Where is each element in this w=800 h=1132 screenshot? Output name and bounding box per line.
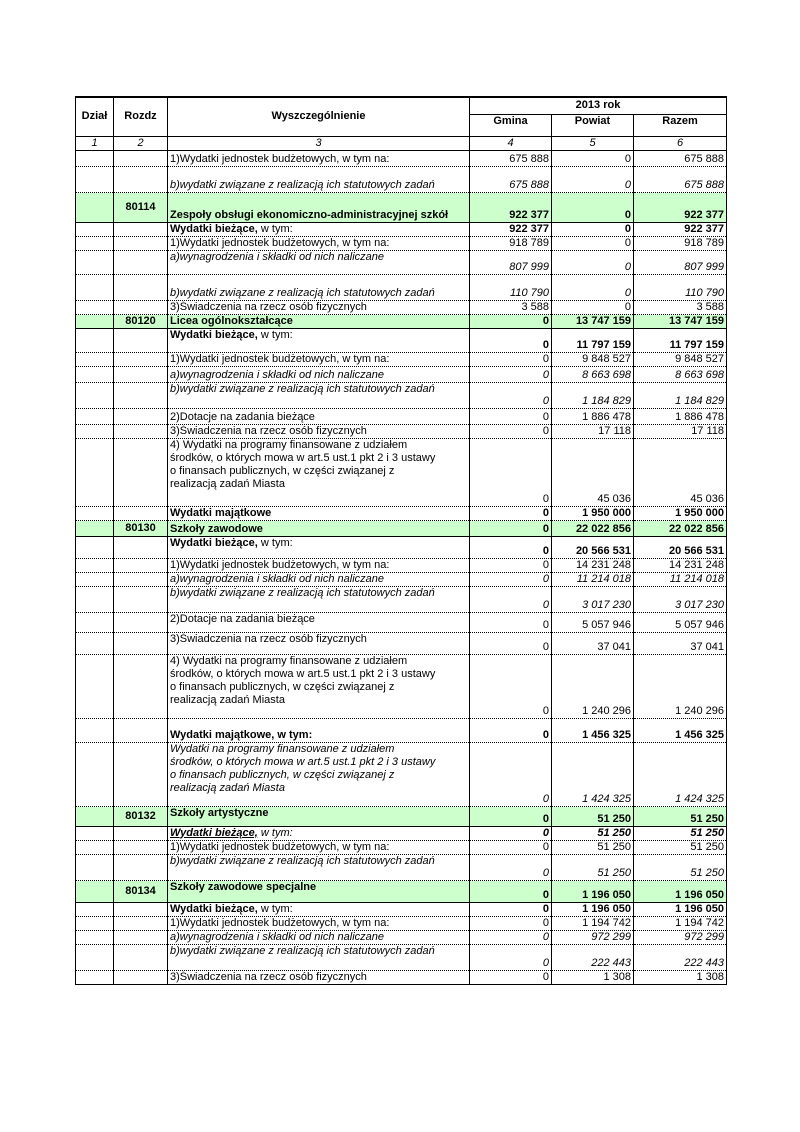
cell-dzial bbox=[76, 970, 114, 984]
table-row bbox=[76, 654, 727, 718]
cell-description: 1)Wydatki jednostek budżetowych, w tym na: bbox=[168, 558, 470, 572]
cell-gmina: 0 bbox=[470, 916, 552, 930]
cell-razem: 14 231 248 bbox=[634, 558, 727, 572]
column-number: 3 bbox=[168, 136, 470, 150]
cell-gmina: 0 bbox=[470, 654, 552, 718]
cell-razem: 1 424 325 bbox=[634, 742, 727, 806]
cell-description: Wydatki majątkowe bbox=[168, 506, 470, 520]
cell-description: Zespoły obsługi ekonomiczno-administracyjnej szkół bbox=[168, 192, 470, 222]
cell-rozdz bbox=[114, 654, 168, 718]
cell-gmina: 675 888 bbox=[470, 166, 552, 192]
cell-gmina: 0 bbox=[470, 854, 552, 880]
cell-rozdz: 80134 bbox=[114, 880, 168, 902]
cell-rozdz bbox=[114, 536, 168, 558]
cell-powiat: 0 bbox=[552, 192, 634, 222]
cell-dzial bbox=[76, 806, 114, 826]
cell-description: a)wynagrodzenia i składki od nich naliczane bbox=[168, 572, 470, 586]
cell-razem: 222 443 bbox=[634, 944, 727, 970]
table-row bbox=[76, 352, 727, 366]
cell-description: 1)Wydatki jednostek budżetowych, w tym na: bbox=[168, 236, 470, 250]
cell-razem: 51 250 bbox=[634, 826, 727, 840]
cell-powiat: 1 950 000 bbox=[552, 506, 634, 520]
description-rest-part: w tym: bbox=[257, 328, 293, 341]
cell-powiat: 8 663 698 bbox=[552, 366, 634, 382]
cell-description: 1)Wydatki jednostek budżetowych, w tym na: bbox=[168, 352, 470, 366]
cell-razem: 20 566 531 bbox=[634, 536, 727, 558]
cell-rozdz bbox=[114, 236, 168, 250]
cell-dzial bbox=[76, 916, 114, 930]
cell-dzial bbox=[76, 854, 114, 880]
cell-description: 3)Świadczenia na rzecz osób fizycznych bbox=[168, 424, 470, 438]
cell-rozdz bbox=[114, 612, 168, 632]
cell-rozdz bbox=[114, 632, 168, 654]
cell-razem: 807 999 bbox=[634, 250, 727, 274]
cell-dzial bbox=[76, 424, 114, 438]
cell-gmina: 922 377 bbox=[470, 222, 552, 236]
cell-razem: 17 118 bbox=[634, 424, 727, 438]
cell-dzial bbox=[76, 300, 114, 314]
cell-dzial bbox=[76, 150, 114, 166]
cell-gmina: 0 bbox=[470, 586, 552, 612]
cell-powiat: 9 848 527 bbox=[552, 352, 634, 366]
cell-dzial bbox=[76, 366, 114, 382]
description-rest-part: w tym: bbox=[257, 536, 293, 549]
header-powiat: Powiat bbox=[552, 114, 634, 136]
table-row bbox=[76, 314, 727, 328]
description-bold-part: Wydatki bieżące, bbox=[170, 222, 258, 235]
cell-powiat: 5 057 946 bbox=[552, 612, 634, 632]
cell-rozdz bbox=[114, 586, 168, 612]
table-row bbox=[76, 328, 727, 352]
cell-gmina: 0 bbox=[470, 718, 552, 742]
cell-rozdz bbox=[114, 222, 168, 236]
header-gmina: Gmina bbox=[470, 114, 552, 136]
cell-razem: 9 848 527 bbox=[634, 352, 727, 366]
cell-gmina: 0 bbox=[470, 328, 552, 352]
cell-powiat: 222 443 bbox=[552, 944, 634, 970]
table-row bbox=[76, 742, 727, 806]
cell-dzial bbox=[76, 328, 114, 352]
cell-rozdz bbox=[114, 328, 168, 352]
cell-description bbox=[168, 536, 470, 558]
cell-rozdz bbox=[114, 352, 168, 366]
cell-powiat: 37 041 bbox=[552, 632, 634, 654]
cell-razem: 922 377 bbox=[634, 192, 727, 222]
table-row bbox=[76, 806, 727, 826]
cell-razem: 37 041 bbox=[634, 632, 727, 654]
table-row bbox=[76, 944, 727, 970]
table-row bbox=[76, 854, 727, 880]
header-dzial: Dział bbox=[76, 97, 114, 136]
cell-description: 4) Wydatki na programy finansowane z udziałem środków, o których mowa w art.5 ust.1 pkt 2 i 3 ustawy o finansach publicznych, w części związanej z realizacją zadań Miasta bbox=[168, 654, 470, 718]
table-row bbox=[76, 586, 727, 612]
cell-powiat: 51 250 bbox=[552, 826, 634, 840]
cell-gmina: 3 588 bbox=[470, 300, 552, 314]
cell-rozdz bbox=[114, 424, 168, 438]
cell-dzial bbox=[76, 408, 114, 424]
cell-razem: 51 250 bbox=[634, 840, 727, 854]
cell-gmina: 0 bbox=[470, 930, 552, 944]
cell-description bbox=[168, 328, 470, 352]
cell-gmina: 0 bbox=[470, 880, 552, 902]
cell-gmina: 0 bbox=[470, 826, 552, 840]
table-row bbox=[76, 970, 727, 984]
cell-powiat: 1 424 325 bbox=[552, 742, 634, 806]
cell-rozdz: 80132 bbox=[114, 806, 168, 826]
cell-description: b)wydatki związane z realizacją ich statutowych zadań bbox=[168, 944, 470, 970]
cell-powiat: 0 bbox=[552, 300, 634, 314]
cell-gmina: 0 bbox=[470, 520, 552, 536]
cell-rozdz bbox=[114, 506, 168, 520]
cell-powiat: 11 214 018 bbox=[552, 572, 634, 586]
table-row bbox=[76, 612, 727, 632]
cell-dzial bbox=[76, 632, 114, 654]
cell-dzial bbox=[76, 826, 114, 840]
cell-rozdz bbox=[114, 274, 168, 300]
cell-dzial bbox=[76, 192, 114, 222]
table-row bbox=[76, 536, 727, 558]
table-row bbox=[76, 840, 727, 854]
header-year: 2013 rok bbox=[470, 97, 727, 114]
cell-powiat: 0 bbox=[552, 150, 634, 166]
cell-razem: 11 214 018 bbox=[634, 572, 727, 586]
cell-razem: 1 196 050 bbox=[634, 902, 727, 916]
cell-rozdz bbox=[114, 902, 168, 916]
table-row bbox=[76, 408, 727, 424]
cell-gmina: 922 377 bbox=[470, 192, 552, 222]
cell-powiat: 0 bbox=[552, 222, 634, 236]
cell-dzial bbox=[76, 654, 114, 718]
cell-razem: 1 240 296 bbox=[634, 654, 727, 718]
cell-gmina: 0 bbox=[470, 840, 552, 854]
table-row bbox=[76, 930, 727, 944]
cell-razem: 922 377 bbox=[634, 222, 727, 236]
description-rest-part: w tym: bbox=[257, 222, 293, 235]
cell-razem: 45 036 bbox=[634, 438, 727, 506]
column-number-row bbox=[76, 136, 727, 150]
table-row bbox=[76, 366, 727, 382]
cell-gmina: 0 bbox=[470, 902, 552, 916]
budget-table bbox=[75, 96, 727, 985]
cell-powiat: 13 747 159 bbox=[552, 314, 634, 328]
header-razem: Razem bbox=[634, 114, 727, 136]
cell-dzial bbox=[76, 572, 114, 586]
description-bold-part: Wydatki bieżące, bbox=[170, 536, 258, 549]
cell-dzial bbox=[76, 536, 114, 558]
cell-dzial bbox=[76, 166, 114, 192]
cell-dzial bbox=[76, 718, 114, 742]
cell-gmina: 110 790 bbox=[470, 274, 552, 300]
cell-razem: 3 588 bbox=[634, 300, 727, 314]
cell-gmina: 918 789 bbox=[470, 236, 552, 250]
cell-razem: 1 196 050 bbox=[634, 880, 727, 902]
cell-dzial bbox=[76, 586, 114, 612]
cell-description: b)wydatki związane z realizacją ich statutowych zadań bbox=[168, 382, 470, 408]
cell-powiat: 51 250 bbox=[552, 854, 634, 880]
description-bold-part: Wydatki bieżące, bbox=[170, 328, 258, 341]
table-row bbox=[76, 150, 727, 166]
cell-gmina: 0 bbox=[470, 366, 552, 382]
cell-gmina: 0 bbox=[470, 944, 552, 970]
table-row bbox=[76, 300, 727, 314]
cell-description: 1)Wydatki jednostek budżetowych, w tym na: bbox=[168, 840, 470, 854]
table-row bbox=[76, 826, 727, 840]
cell-razem: 918 789 bbox=[634, 236, 727, 250]
table-row bbox=[76, 438, 727, 506]
cell-description: b)wydatki związane z realizacją ich statutowych zadań bbox=[168, 274, 470, 300]
cell-description bbox=[168, 902, 470, 916]
cell-powiat: 22 022 856 bbox=[552, 520, 634, 536]
cell-gmina: 0 bbox=[470, 572, 552, 586]
column-number: 2 bbox=[114, 136, 168, 150]
cell-razem: 51 250 bbox=[634, 854, 727, 880]
cell-razem: 1 456 325 bbox=[634, 718, 727, 742]
table-row bbox=[76, 222, 727, 236]
cell-powiat: 1 240 296 bbox=[552, 654, 634, 718]
table-row bbox=[76, 558, 727, 572]
cell-description bbox=[168, 222, 470, 236]
column-number: 5 bbox=[552, 136, 634, 150]
cell-rozdz bbox=[114, 558, 168, 572]
cell-description: Wydatki na programy finansowane z udziałem środków, o których mowa w art.5 ust.1 pkt 2 i 3 ustawy o finansach publicznych, w części związanej z realizacją zadań Miasta bbox=[168, 742, 470, 806]
cell-gmina: 0 bbox=[470, 506, 552, 520]
cell-description: b)wydatki związane z realizacją ich statutowych zadań bbox=[168, 586, 470, 612]
cell-dzial bbox=[76, 902, 114, 916]
cell-powiat: 1 184 829 bbox=[552, 382, 634, 408]
cell-rozdz bbox=[114, 572, 168, 586]
table-row bbox=[76, 718, 727, 742]
description-rest-part: w tym: bbox=[257, 826, 293, 839]
cell-razem: 675 888 bbox=[634, 166, 727, 192]
cell-dzial bbox=[76, 930, 114, 944]
cell-dzial bbox=[76, 840, 114, 854]
table-row bbox=[76, 572, 727, 586]
cell-gmina: 0 bbox=[470, 742, 552, 806]
cell-description: 1)Wydatki jednostek budżetowych, w tym na: bbox=[168, 150, 470, 166]
cell-razem: 11 797 159 bbox=[634, 328, 727, 352]
cell-dzial bbox=[76, 558, 114, 572]
cell-razem: 3 017 230 bbox=[634, 586, 727, 612]
cell-description: Szkoły artystyczne bbox=[168, 806, 470, 826]
cell-dzial bbox=[76, 352, 114, 366]
cell-dzial bbox=[76, 274, 114, 300]
cell-dzial bbox=[76, 236, 114, 250]
cell-description: Szkoły zawodowe bbox=[168, 520, 470, 536]
cell-dzial bbox=[76, 520, 114, 536]
cell-gmina: 0 bbox=[470, 536, 552, 558]
cell-gmina: 0 bbox=[470, 424, 552, 438]
table-row bbox=[76, 520, 727, 536]
table-row bbox=[76, 916, 727, 930]
cell-description: Licea ogólnokształcące bbox=[168, 314, 470, 328]
cell-dzial bbox=[76, 612, 114, 632]
cell-description: b)wydatki związane z realizacją ich statutowych zadań bbox=[168, 854, 470, 880]
cell-powiat: 14 231 248 bbox=[552, 558, 634, 572]
cell-rozdz: 80114 bbox=[114, 192, 168, 222]
cell-dzial bbox=[76, 250, 114, 274]
header-row-year bbox=[76, 97, 727, 114]
cell-powiat: 1 194 742 bbox=[552, 916, 634, 930]
cell-rozdz bbox=[114, 826, 168, 840]
cell-powiat: 17 118 bbox=[552, 424, 634, 438]
column-number: 4 bbox=[470, 136, 552, 150]
cell-dzial bbox=[76, 314, 114, 328]
table-row bbox=[76, 274, 727, 300]
cell-razem: 8 663 698 bbox=[634, 366, 727, 382]
table-body bbox=[76, 150, 727, 984]
cell-rozdz bbox=[114, 970, 168, 984]
cell-razem: 22 022 856 bbox=[634, 520, 727, 536]
cell-rozdz bbox=[114, 382, 168, 408]
cell-powiat: 972 299 bbox=[552, 930, 634, 944]
cell-description: a)wynagrodzenia i składki od nich naliczane bbox=[168, 366, 470, 382]
cell-powiat: 1 886 478 bbox=[552, 408, 634, 424]
cell-gmina: 807 999 bbox=[470, 250, 552, 274]
cell-powiat: 0 bbox=[552, 236, 634, 250]
cell-dzial bbox=[76, 944, 114, 970]
cell-razem: 1 950 000 bbox=[634, 506, 727, 520]
column-number: 6 bbox=[634, 136, 727, 150]
cell-gmina: 0 bbox=[470, 806, 552, 826]
cell-rozdz bbox=[114, 840, 168, 854]
cell-rozdz bbox=[114, 366, 168, 382]
cell-dzial bbox=[76, 742, 114, 806]
cell-powiat: 0 bbox=[552, 274, 634, 300]
cell-gmina: 0 bbox=[470, 408, 552, 424]
table-row bbox=[76, 382, 727, 408]
cell-rozdz bbox=[114, 438, 168, 506]
cell-gmina: 675 888 bbox=[470, 150, 552, 166]
cell-powiat: 51 250 bbox=[552, 840, 634, 854]
cell-description: Wydatki majątkowe, w tym: bbox=[168, 718, 470, 742]
table-row bbox=[76, 250, 727, 274]
cell-powiat: 3 017 230 bbox=[552, 586, 634, 612]
cell-rozdz bbox=[114, 944, 168, 970]
table-row bbox=[76, 236, 727, 250]
cell-razem: 13 747 159 bbox=[634, 314, 727, 328]
cell-rozdz bbox=[114, 166, 168, 192]
cell-powiat: 11 797 159 bbox=[552, 328, 634, 352]
cell-description: 2)Dotacje na zadania bieżące bbox=[168, 408, 470, 424]
cell-rozdz bbox=[114, 150, 168, 166]
cell-gmina: 0 bbox=[470, 438, 552, 506]
cell-rozdz bbox=[114, 930, 168, 944]
cell-razem: 1 886 478 bbox=[634, 408, 727, 424]
cell-rozdz bbox=[114, 718, 168, 742]
cell-rozdz bbox=[114, 742, 168, 806]
cell-description: 2)Dotacje na zadania bieżące bbox=[168, 612, 470, 632]
cell-razem: 675 888 bbox=[634, 150, 727, 166]
cell-rozdz bbox=[114, 408, 168, 424]
cell-razem: 1 308 bbox=[634, 970, 727, 984]
cell-gmina: 0 bbox=[470, 352, 552, 366]
cell-rozdz bbox=[114, 854, 168, 880]
header-wyszczegolnienie: Wyszczególnienie bbox=[168, 97, 470, 136]
table-row bbox=[76, 166, 727, 192]
table-row bbox=[76, 192, 727, 222]
cell-description: 1)Wydatki jednostek budżetowych, w tym na: bbox=[168, 916, 470, 930]
cell-powiat: 51 250 bbox=[552, 806, 634, 826]
cell-powiat: 1 196 050 bbox=[552, 880, 634, 902]
cell-razem: 1 194 742 bbox=[634, 916, 727, 930]
table-row bbox=[76, 506, 727, 520]
table-row bbox=[76, 902, 727, 916]
cell-powiat: 0 bbox=[552, 250, 634, 274]
cell-rozdz bbox=[114, 250, 168, 274]
cell-dzial bbox=[76, 222, 114, 236]
cell-rozdz bbox=[114, 300, 168, 314]
cell-razem: 1 184 829 bbox=[634, 382, 727, 408]
cell-razem: 972 299 bbox=[634, 930, 727, 944]
cell-razem: 5 057 946 bbox=[634, 612, 727, 632]
cell-rozdz: 80130 bbox=[114, 520, 168, 536]
cell-powiat: 0 bbox=[552, 166, 634, 192]
cell-gmina: 0 bbox=[470, 558, 552, 572]
column-number: 1 bbox=[76, 136, 114, 150]
cell-powiat: 1 196 050 bbox=[552, 902, 634, 916]
cell-description bbox=[168, 826, 470, 840]
description-bold-part: Wydatki bieżące, bbox=[170, 826, 258, 839]
cell-description: 3)Świadczenia na rzecz osób fizycznych bbox=[168, 970, 470, 984]
cell-description: Szkoły zawodowe specjalne bbox=[168, 880, 470, 902]
cell-gmina: 0 bbox=[470, 382, 552, 408]
description-rest-part: w tym: bbox=[257, 902, 293, 915]
cell-description: 3)Świadczenia na rzecz osób fizycznych bbox=[168, 300, 470, 314]
cell-powiat: 20 566 531 bbox=[552, 536, 634, 558]
cell-rozdz: 80120 bbox=[114, 314, 168, 328]
cell-razem: 51 250 bbox=[634, 806, 727, 826]
description-bold-part: Wydatki bieżące, bbox=[170, 902, 258, 915]
cell-dzial bbox=[76, 880, 114, 902]
table-row bbox=[76, 632, 727, 654]
cell-gmina: 0 bbox=[470, 970, 552, 984]
cell-dzial bbox=[76, 382, 114, 408]
cell-razem: 110 790 bbox=[634, 274, 727, 300]
cell-description: a)wynagrodzenia i składki od nich naliczane bbox=[168, 250, 470, 274]
cell-gmina: 0 bbox=[470, 314, 552, 328]
cell-description: a)wynagrodzenia i składki od nich naliczane bbox=[168, 930, 470, 944]
cell-rozdz bbox=[114, 916, 168, 930]
header-rozdz: Rozdz bbox=[114, 97, 168, 136]
table-row bbox=[76, 424, 727, 438]
cell-description: 3)Świadczenia na rzecz osób fizycznych bbox=[168, 632, 470, 654]
cell-description: 4) Wydatki na programy finansowane z udziałem środków, o których mowa w art.5 ust.1 pkt 2 i 3 ustawy o finansach publicznych, w części związanej z realizacją zadań Miasta bbox=[168, 438, 470, 506]
cell-dzial bbox=[76, 506, 114, 520]
cell-dzial bbox=[76, 438, 114, 506]
cell-description: b)wydatki związane z realizacją ich statutowych zadań bbox=[168, 166, 470, 192]
table-row bbox=[76, 880, 727, 902]
cell-powiat: 1 456 325 bbox=[552, 718, 634, 742]
cell-gmina: 0 bbox=[470, 612, 552, 632]
cell-powiat: 45 036 bbox=[552, 438, 634, 506]
cell-gmina: 0 bbox=[470, 632, 552, 654]
cell-powiat: 1 308 bbox=[552, 970, 634, 984]
